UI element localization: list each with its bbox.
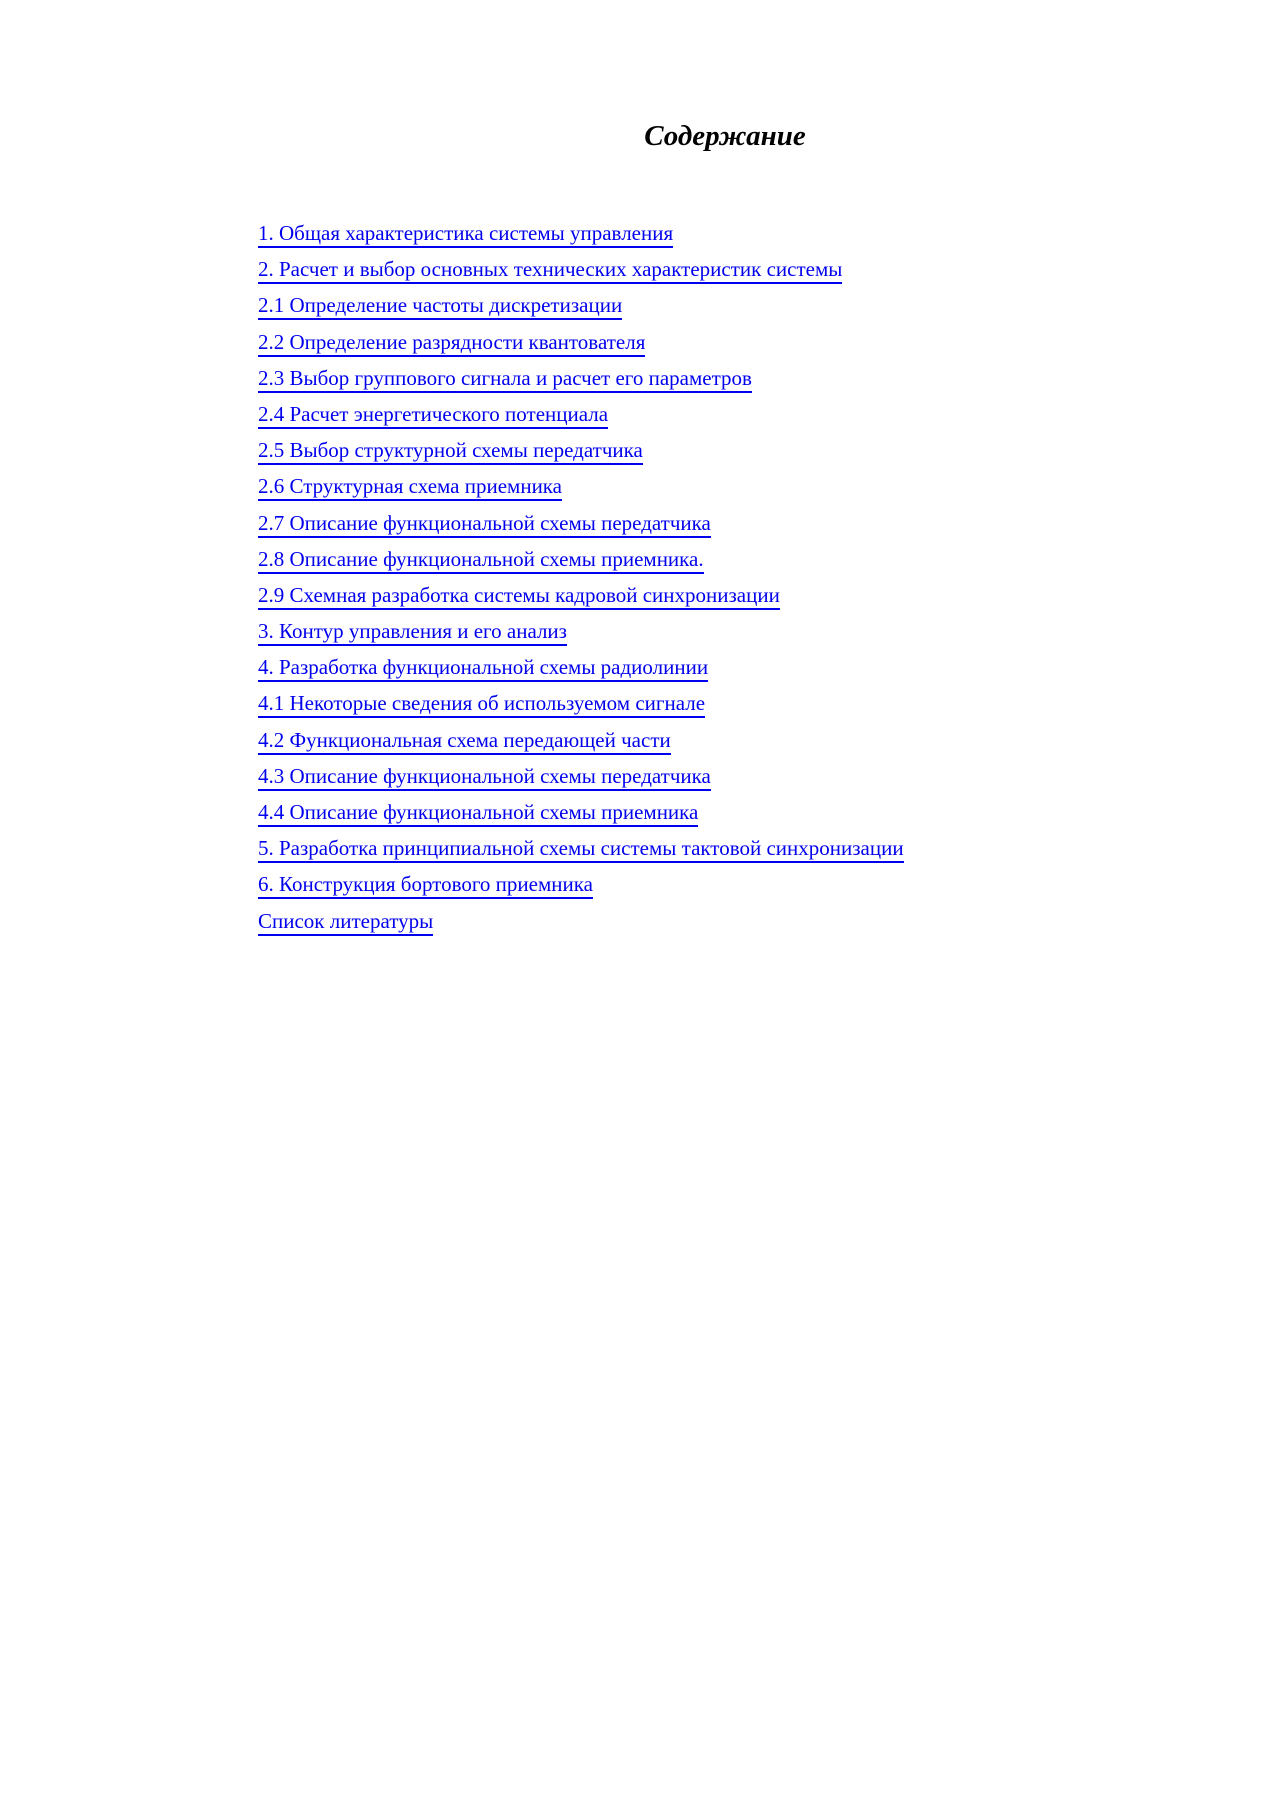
- toc-link-1[interactable]: 1. Общая характеристика системы управления: [258, 221, 673, 248]
- toc-item: [258, 758, 904, 794]
- toc-title: Содержание: [644, 120, 806, 152]
- toc-link-4-3[interactable]: 4.3 Описание функциональной схемы передатчика: [258, 764, 711, 791]
- toc-item: [258, 251, 904, 287]
- toc-item: [258, 685, 904, 721]
- toc-item: [258, 215, 904, 251]
- toc-item: [258, 794, 904, 830]
- toc-link-4[interactable]: 4. Разработка функциональной схемы радиолинии: [258, 655, 708, 682]
- toc-item: [258, 577, 904, 613]
- toc-item: [258, 396, 904, 432]
- toc-item: [258, 505, 904, 541]
- toc-link-2-5[interactable]: 2.5 Выбор структурной схемы передатчика: [258, 438, 643, 465]
- toc-link-2-4[interactable]: 2.4 Расчет энергетического потенциала: [258, 402, 608, 429]
- toc-item: [258, 903, 904, 939]
- toc-link-2-6[interactable]: 2.6 Структурная схема приемника: [258, 474, 562, 501]
- toc-link-2-3[interactable]: 2.3 Выбор группового сигнала и расчет его параметров: [258, 366, 752, 393]
- toc-link-2-9[interactable]: 2.9 Схемная разработка системы кадровой синхронизации: [258, 583, 780, 610]
- toc-item: [258, 722, 904, 758]
- toc-item: [258, 613, 904, 649]
- toc-link-2-2[interactable]: 2.2 Определение разрядности квантователя: [258, 330, 645, 357]
- toc-item: [258, 468, 904, 504]
- toc-item: [258, 830, 904, 866]
- toc-item: [258, 649, 904, 685]
- toc-item: [258, 541, 904, 577]
- toc-link-2[interactable]: 2. Расчет и выбор основных технических характеристик системы: [258, 257, 842, 284]
- toc-item: [258, 360, 904, 396]
- toc-link-5[interactable]: 5. Разработка принципиальной схемы системы тактовой синхронизации: [258, 836, 904, 863]
- toc-link-2-8[interactable]: 2.8 Описание функциональной схемы приемника.: [258, 547, 704, 574]
- toc-item: [258, 866, 904, 902]
- table-of-contents: [258, 215, 904, 939]
- toc-link-3[interactable]: 3. Контур управления и его анализ: [258, 619, 567, 646]
- toc-link-references[interactable]: Список литературы: [258, 909, 433, 936]
- toc-item: [258, 324, 904, 360]
- toc-link-4-4[interactable]: 4.4 Описание функциональной схемы приемника: [258, 800, 698, 827]
- toc-link-2-1[interactable]: 2.1 Определение частоты дискретизации: [258, 293, 622, 320]
- toc-item: [258, 287, 904, 323]
- toc-link-6[interactable]: 6. Конструкция бортового приемника: [258, 872, 593, 899]
- toc-item: [258, 432, 904, 468]
- toc-link-4-2[interactable]: 4.2 Функциональная схема передающей части: [258, 728, 671, 755]
- toc-link-4-1[interactable]: 4.1 Некоторые сведения об используемом сигнале: [258, 691, 705, 718]
- toc-link-2-7[interactable]: 2.7 Описание функциональной схемы передатчика: [258, 511, 711, 538]
